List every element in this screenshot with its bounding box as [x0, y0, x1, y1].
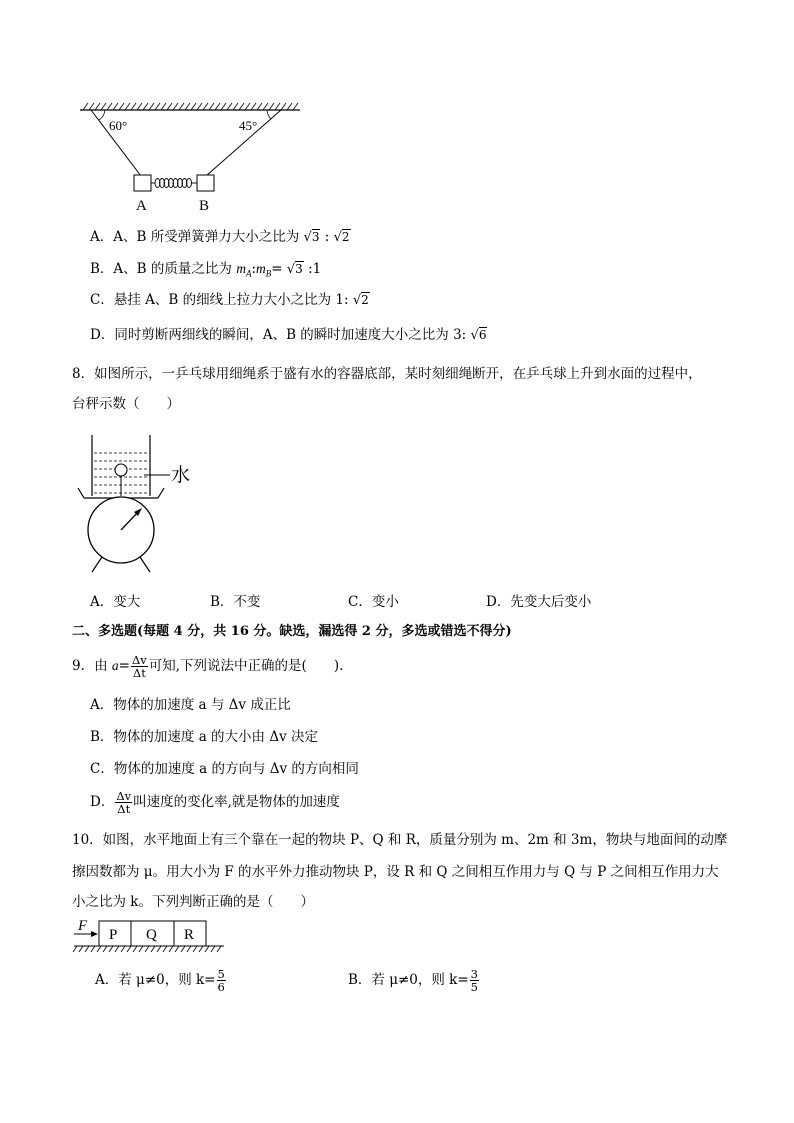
- option-text: 不变: [233, 594, 261, 610]
- q7-figure: [75, 100, 315, 215]
- fraction-denominator: Δt: [132, 666, 146, 680]
- option-letter: D．: [90, 327, 115, 343]
- delta-fraction: [115, 790, 132, 815]
- option-letter: C．: [90, 292, 114, 308]
- angle-left-label: 60°: [109, 118, 128, 133]
- option-text: A、B 的质量之比为: [113, 261, 237, 277]
- q10-option-a: [95, 968, 227, 993]
- q7-option-b: [90, 259, 321, 284]
- fraction-denominator: Δt: [117, 802, 131, 816]
- option-text: 若 μ≠0，则 k=: [118, 972, 216, 988]
- q8-option-c: [348, 592, 399, 612]
- option-text: A、B 所受弹簧弹力大小之比为: [113, 229, 304, 245]
- angle-arc-right: [267, 110, 271, 119]
- q9-option-d: [90, 790, 340, 815]
- q10-stem-line3: 小之比为 k。下列判断正确的是（ ）: [72, 894, 314, 910]
- option-letter: A．: [95, 972, 119, 988]
- ground: [73, 946, 224, 952]
- q9-option-a: [90, 695, 291, 715]
- option-letter: A．: [90, 697, 114, 713]
- fraction-numerator: Δv: [131, 653, 147, 667]
- option-letter: C．: [348, 594, 372, 610]
- delta-fraction: [131, 654, 148, 679]
- option-letter: C．: [90, 761, 114, 777]
- q8-figure: [72, 432, 212, 577]
- block-r-label: R: [184, 927, 195, 943]
- stem-variable: a: [111, 658, 119, 673]
- option-text: 先变大后变小: [510, 594, 592, 610]
- fraction-denominator: 5: [470, 980, 478, 994]
- answer-fraction: [470, 968, 479, 993]
- q9-option-c: [90, 759, 359, 779]
- option-letter: B．: [90, 729, 114, 745]
- stem-prefix: 9．由: [72, 658, 112, 674]
- option-math: √3 : √2: [303, 229, 350, 245]
- block-a-label: A: [136, 198, 147, 214]
- stem-equals: =: [118, 658, 130, 674]
- option-letter: B．: [90, 261, 114, 277]
- option-text: 悬挂 A、B 的细线上拉力大小之比为: [113, 292, 336, 308]
- q7-option-d: [90, 325, 487, 346]
- option-letter: B．: [210, 594, 234, 610]
- option-text: 变大: [113, 594, 141, 610]
- q8-option-d: [486, 592, 591, 612]
- option-letter: A．: [90, 594, 114, 610]
- fraction-denominator: 6: [217, 980, 225, 994]
- option-letter: B．: [348, 972, 372, 988]
- option-text: 若 μ≠0，则 k=: [371, 972, 469, 988]
- q8-stem-line2: 台秤示数（ ）: [72, 396, 180, 412]
- option-letter: D．: [90, 794, 115, 810]
- fraction-numerator: 3: [470, 967, 478, 981]
- block-p-label: P: [109, 927, 118, 943]
- q8-option-b: [210, 592, 260, 612]
- angle-right-label: 45°: [239, 118, 258, 133]
- option-text: 同时剪断两细线的瞬间，A、B 的瞬时加速度大小之比为: [114, 327, 454, 343]
- q8-option-a: [90, 592, 140, 612]
- option-letter: D．: [486, 594, 511, 610]
- angle-arc-left: [99, 110, 105, 120]
- q10-figure: [72, 915, 232, 960]
- q7-option-c: [90, 290, 370, 311]
- option-math: $m_A:m_B= √3$ :1: [236, 261, 322, 279]
- water-label: 水: [171, 465, 191, 486]
- q10-option-b: [348, 968, 480, 993]
- option-letter: A．: [90, 229, 114, 245]
- option-math: 1: √2: [335, 292, 369, 308]
- block-b: [197, 175, 214, 191]
- fraction-numerator: 5: [217, 967, 225, 981]
- force-label: F: [78, 918, 88, 934]
- q9-stem: [72, 654, 343, 679]
- stem-suffix: 可知,下列说法中正确的是( ).: [148, 658, 344, 674]
- q8-stem-line1: 8．如图所示，一乒乓球用细绳系于盛有水的容器底部，某时刻细绳断开，在乒乓球上升到水面的过程中，: [72, 366, 702, 382]
- spring: [151, 179, 197, 188]
- q7-option-a: [90, 227, 351, 248]
- q9-option-b: [90, 727, 318, 747]
- ceiling: [80, 103, 300, 110]
- q10-stem-line1: 10．如图，水平地面上有三个靠在一起的物块 P、Q 和 R，质量分别为 m、2m 和 3m，物块与地面间的动摩: [72, 832, 728, 848]
- option-text: 物体的加速度 a 与 Δv 成正比: [113, 697, 291, 713]
- q10-stem-line2: 擦因数都为 μ。用大小为 F 的水平外力推动物块 P，设 R 和 Q 之间相互作用力与 Q 与 P 之间相互作用力大: [72, 864, 719, 880]
- option-text: 叫速度的变化率,就是物体的加速度: [133, 794, 340, 810]
- block-a: [134, 175, 151, 191]
- option-math: 3: √6: [453, 327, 487, 343]
- section-heading: 二、多选题(每题 4 分，共 16 分。缺选，漏选得 2 分，多选或错选不得分): [72, 624, 512, 639]
- ping-pong-ball: [115, 464, 127, 476]
- fraction-numerator: Δv: [116, 789, 132, 803]
- option-text: 变小: [371, 594, 399, 610]
- answer-fraction: [217, 968, 226, 993]
- block-b-label: B: [199, 198, 210, 214]
- option-text: 物体的加速度 a 的方向与 Δv 的方向相同: [113, 761, 359, 777]
- option-text: 物体的加速度 a 的大小由 Δv 决定: [113, 729, 319, 745]
- block-q-label: Q: [146, 927, 157, 943]
